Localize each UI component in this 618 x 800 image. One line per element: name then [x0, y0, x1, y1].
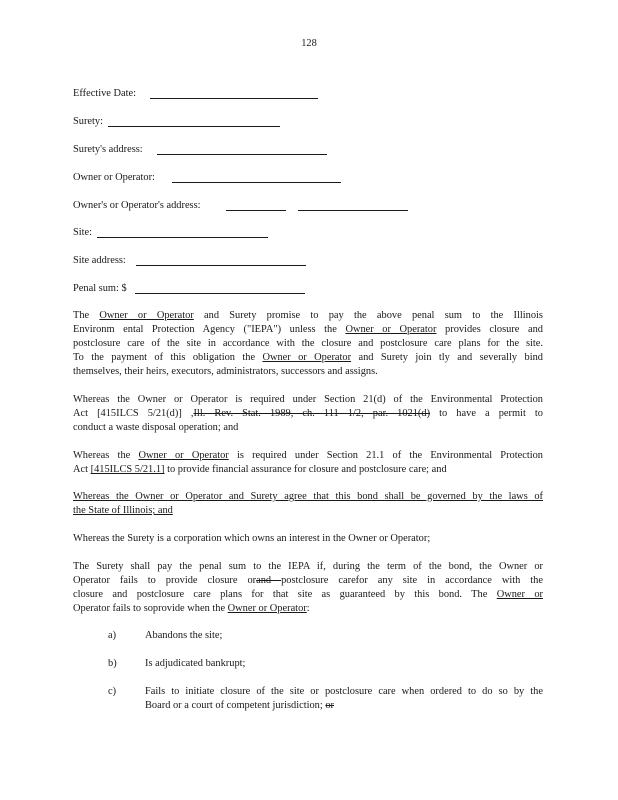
site-address-label: Site address:	[73, 255, 126, 266]
owner-operator-address-line-1[interactable]	[226, 210, 286, 211]
list-marker: c)	[108, 686, 117, 697]
owner-operator-line[interactable]	[172, 182, 341, 183]
penal-sum-line[interactable]	[135, 293, 305, 294]
penal-sum-label: Penal sum: $	[73, 283, 127, 294]
suretys-address-line[interactable]	[157, 154, 327, 155]
page-number: 128	[301, 38, 317, 49]
owner-operator-address-label: Owner's or Operator's address:	[73, 200, 201, 211]
paragraph-surety-pay: The Surety shall pay the penal sum to the IEPA if, during the term of the bond, the Owner or Operator fails to provide closure orand postclosure carefor any site in accordance with the closure and postclosure care plans for that site as guaranteed by this bond. The Owner or Operator fails to soprovide when the Owner or Operator:	[73, 561, 543, 614]
site-line[interactable]	[97, 237, 268, 238]
owner-operator-label: Owner or Operator:	[73, 172, 155, 183]
effective-date-label: Effective Date:	[73, 88, 136, 99]
paragraph-whereas-governed: Whereas the Owner or Operator and Surety agree that this bond shall be governed by the laws of the State of Illinois; and	[73, 491, 543, 516]
paragraph-promise: The Owner or Operator and Surety promise to pay the above penal sum to the Illinois Environm ental Protection Agency ("IEPA") unless the Owner or Operator provides closure and postclosure care of the site in accordance with the closure and postclosure care plans for the site. To the payment of this obligation the Owner or Operator and Surety join tly and severally bind themselves, their heirs, executors, administrators, successors and assigns.	[73, 310, 543, 377]
suretys-address-label: Surety's address:	[73, 144, 143, 155]
list-marker: b)	[108, 658, 117, 669]
list-marker: a)	[108, 630, 117, 641]
effective-date-line[interactable]	[150, 98, 318, 99]
paragraph-whereas-financial: Whereas the Owner or Operator is required under Section 21.1 of the Environmental Protection Act [415ILCS 5/21.1] to provide financial assurance for closure and postclosure care; and	[73, 450, 543, 475]
paragraph-whereas-permit: Whereas the Owner or Operator is required under Section 21(d) of the Environmental Protection Act [415ILCS 5/21(d)] ,Ill. Rev. Stat. 1989, ch. 111 1/2, par. 1021(d) to have a permit to conduct a waste disposal operation; and	[73, 394, 543, 433]
surety-label: Surety:	[73, 116, 104, 127]
surety-line[interactable]	[108, 126, 280, 127]
site-address-line[interactable]	[136, 265, 306, 266]
owner-operator-address-line-2[interactable]	[298, 210, 408, 211]
document-page: 128 Effective Date: Surety: Surety's address: Owner or Operator: Owner's or Operator's address: Site: Site address: Penal sum: $ The Owner or Operator and Surety promise to pay the above penal sum to the Illinois Environm ental Protection Agency ("IEPA") unless the Owner or Operator provides closure and postclosure care of the site in accordance with the closure and postclosure care plans for the site. To the payment of this obligation the Owner or Operator and Surety join tly and severally bind themselves, their heirs, executors, administrators, successors and assigns. Whereas the Owner or Operator is required under Section 21(d) of the Environmental Protection Act [415ILCS 5/21(d)] ,Ill. Rev. Stat. 1989, ch. 111 1/2, par. 1021(d) to have a permit to conduct a waste disposal operation; and Whereas the Owner or Operator is required under Section 21.1 of the Environmental Protection Act [415ILCS 5/21.1] to provide financial assurance for closure and postclosure care; and Whereas the Owner or Operator and Surety agree that this bond shall be governed by the laws of the State of Illinois; and Whereas the Surety is a corporation which owns an interest in the Owner or Operator; The Surety shall pay the penal sum to the IEPA if, during the term of the bond, the Owner or Operator fails to provide closure orand postclosure carefor any site in accordance with the closure and postclosure care plans for that site as guaranteed by this bond. The Owner or Operator fails to soprovide when the Owner or Operator: a) Abandons the site; b) Is adjudicated bankrupt; c) Fails to initiate closure of the site or postclosure care when ordered to do so by the Board or a court of competent jurisdiction; or	[0, 0, 618, 800]
site-label: Site:	[73, 227, 93, 238]
paragraph-whereas-corporation: Whereas the Surety is a corporation which owns an interest in the Owner or Operator;	[73, 533, 431, 544]
